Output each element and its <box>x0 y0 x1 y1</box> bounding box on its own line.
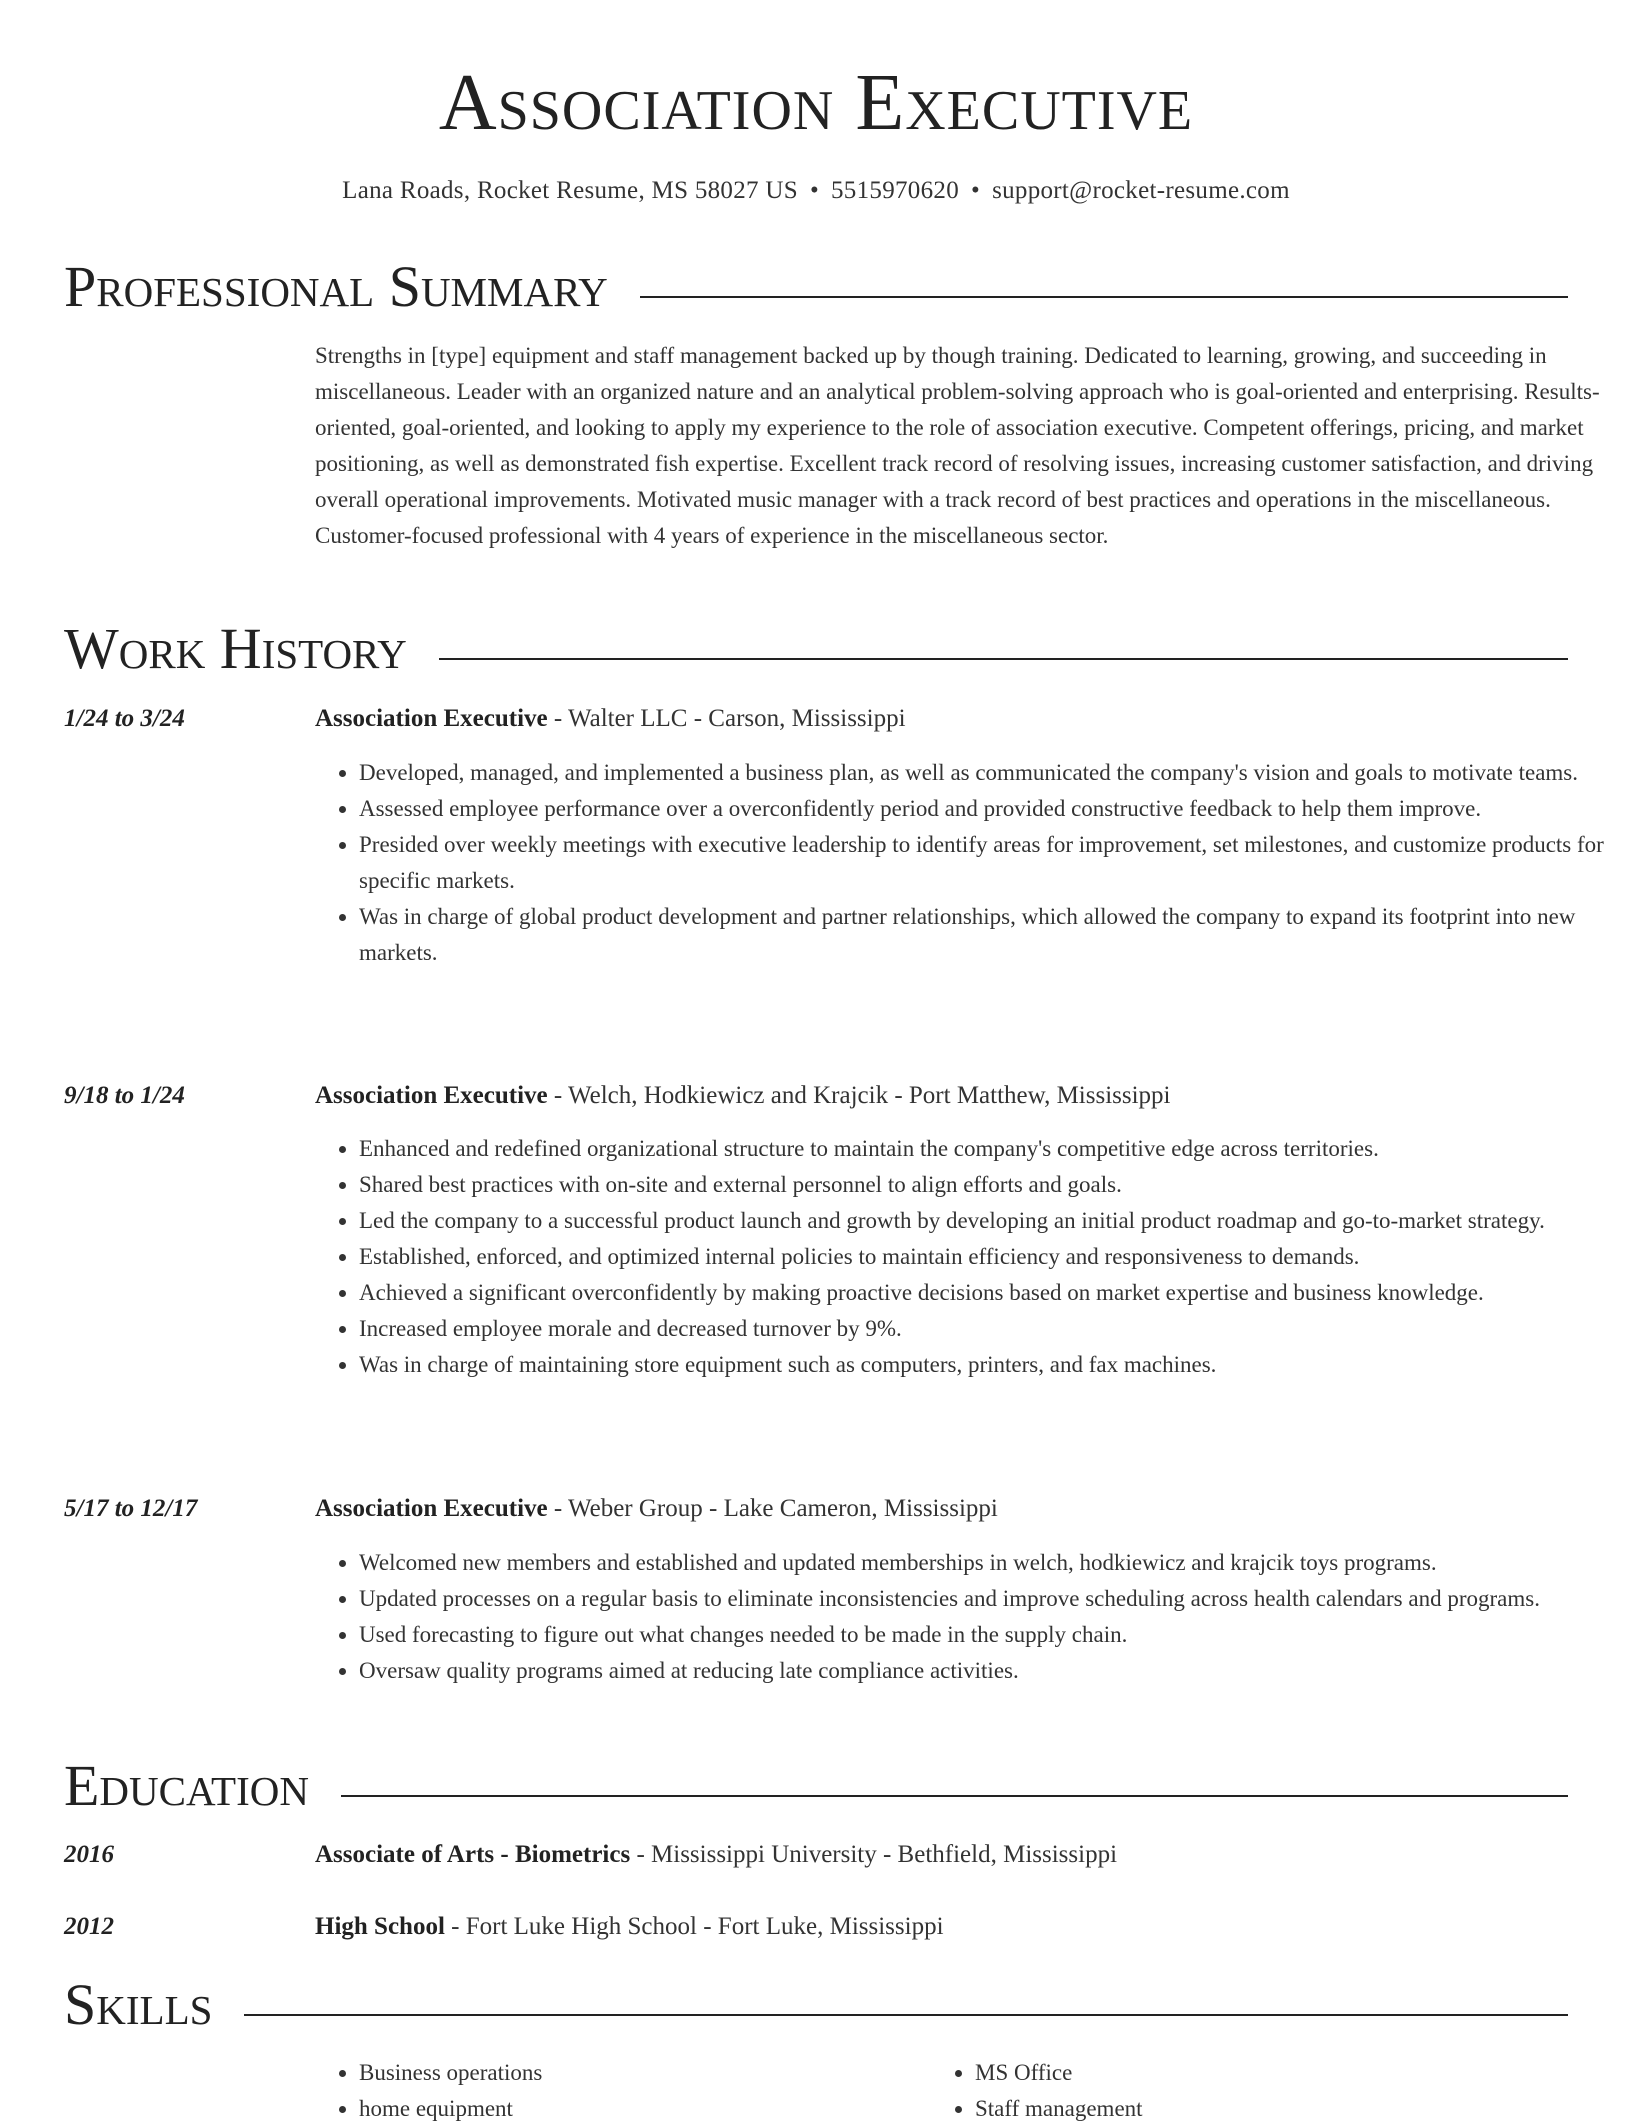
job-bullet: • Assessed employee performance over a overconfidently period and provided constructive feedback to help them improve. <box>359 791 1620 827</box>
job-employer: - Walter LLC - Carson, Mississippi <box>547 705 906 732</box>
education-heading: Education <box>64 1751 341 1821</box>
job-bullet: • Enhanced and redefined organizational structure to maintain the company's competitive edge across territories. <box>359 1131 1620 1167</box>
skills-list-right <box>931 2055 1575 2127</box>
skill-item: • Staff management <box>975 2091 1575 2127</box>
job-employer: - Weber Group - Lake Cameron, Mississippi <box>547 1495 998 1522</box>
job-bullets <box>315 1131 1620 1383</box>
education-year: 2012 <box>64 1913 114 1940</box>
job-heading <box>315 1491 1568 1527</box>
job-bullets <box>315 1545 1620 1689</box>
job-employer: - Welch, Hodkiewicz and Krajcik - Port Matthew, Mississippi <box>547 1082 1171 1109</box>
job-heading <box>315 701 1568 737</box>
summary-text: Strengths in [type] equipment and staff management backed up by though training. Dedicated to learning, growing, and succeeding in miscellaneous. Leader with an organized nature and an analytical problem-solving approach who is goal-oriented and enterprising. Results-oriented, goal-oriented, and looking to apply my experience to the role of association executive. Competent offerings, pricing, and market positioning, as well as demonstrated fish expertise. Excellent track record of resolving issues, increasing customer satisfaction, and driving overall operational improvements. Motivated music manager with a track record of best practices and operations in the miscellaneous. Customer-focused professional with 4 years of experience in the miscellaneous sector. <box>315 343 1600 548</box>
skill-item: • home equipment <box>359 2091 959 2127</box>
education-entry <box>315 1837 1568 1873</box>
job-bullet: • Welcomed new members and established and updated memberships in welch, hodkiewicz and krajcik toys programs. <box>359 1545 1620 1581</box>
education-year: 2016 <box>64 1841 114 1868</box>
job-bullet: • Updated processes on a regular basis to eliminate inconsistencies and improve scheduling across health calendars and programs. <box>359 1581 1620 1617</box>
education-school: - Fort Luke High School - Fort Luke, Mississippi <box>444 1913 944 1940</box>
summary-section-heading <box>64 252 1568 322</box>
job-bullet: • Was in charge of maintaining store equipment such as computers, printers, and fax machines. <box>359 1347 1620 1383</box>
skills-heading: Skills <box>64 1970 244 2040</box>
education-entry <box>315 1909 1568 1945</box>
contact-separator: • <box>809 177 819 204</box>
job-bullet: • Used forecasting to figure out what changes needed to be made in the supply chain. <box>359 1617 1620 1653</box>
contact-separator: • <box>971 177 981 204</box>
job-bullet: • Led the company to a successful product launch and growth by developing an initial product roadmap and go-to-market strategy. <box>359 1203 1620 1239</box>
job-bullet: • Established, enforced, and optimized internal policies to maintain efficiency and responsiveness to demands. <box>359 1239 1620 1275</box>
job-title: Association Executive <box>315 1082 548 1109</box>
job-dates: 9/18 to 1/24 <box>64 1082 185 1109</box>
job-bullet: • Oversaw quality programs aimed at reducing late compliance activities. <box>359 1653 1620 1689</box>
job-bullet: • Shared best practices with on-site and external personnel to align efforts and goals. <box>359 1167 1620 1203</box>
job-heading <box>315 1078 1568 1114</box>
job-bullet: • Developed, managed, and implemented a business plan, as well as communicated the company's vision and goals to motivate teams. <box>359 755 1620 791</box>
education-section-heading <box>64 1751 1568 1821</box>
contact-line <box>64 173 1568 209</box>
section-rule <box>64 2014 1568 2016</box>
education-degree: High School <box>315 1913 445 1940</box>
skill-item: • MS Office <box>975 2055 1575 2091</box>
job-bullet: • Increased employee morale and decreased turnover by 9%. <box>359 1311 1620 1347</box>
skills-section-heading <box>64 1970 1568 2040</box>
job-bullets <box>315 755 1620 971</box>
contact-email[interactable]: support@rocket-resume.com <box>992 177 1290 204</box>
education-school: - Mississippi University - Bethfield, Mississippi <box>630 1841 1118 1868</box>
job-bullet: • Achieved a significant overconfidently by making proactive decisions based on market expertise and business knowledge. <box>359 1275 1620 1311</box>
job-bullet: • Presided over weekly meetings with executive leadership to identify areas for improvement, set milestones, and customize products for specific markets. <box>359 827 1620 899</box>
summary-heading: Professional Summary <box>64 252 640 322</box>
skill-item: • Business operations <box>359 2055 959 2091</box>
resume-title: Association Executive <box>438 59 1194 147</box>
work-section-heading <box>64 614 1568 684</box>
education-degree: Associate of Arts - Biometrics <box>315 1841 631 1868</box>
work-heading: Work History <box>64 614 439 684</box>
job-title: Association Executive <box>315 705 548 732</box>
skills-list-left <box>315 2055 959 2127</box>
contact-address: Lana Roads, Rocket Resume, MS 58027 US <box>342 177 798 204</box>
job-title: Association Executive <box>315 1495 548 1522</box>
contact-phone: 5515970620 <box>831 177 959 204</box>
job-dates: 1/24 to 3/24 <box>64 705 185 732</box>
job-dates: 5/17 to 12/17 <box>64 1495 198 1522</box>
job-bullet: • Was in charge of global product development and partner relationships, which allowed the company to expand its footprint into new markets. <box>359 899 1620 971</box>
